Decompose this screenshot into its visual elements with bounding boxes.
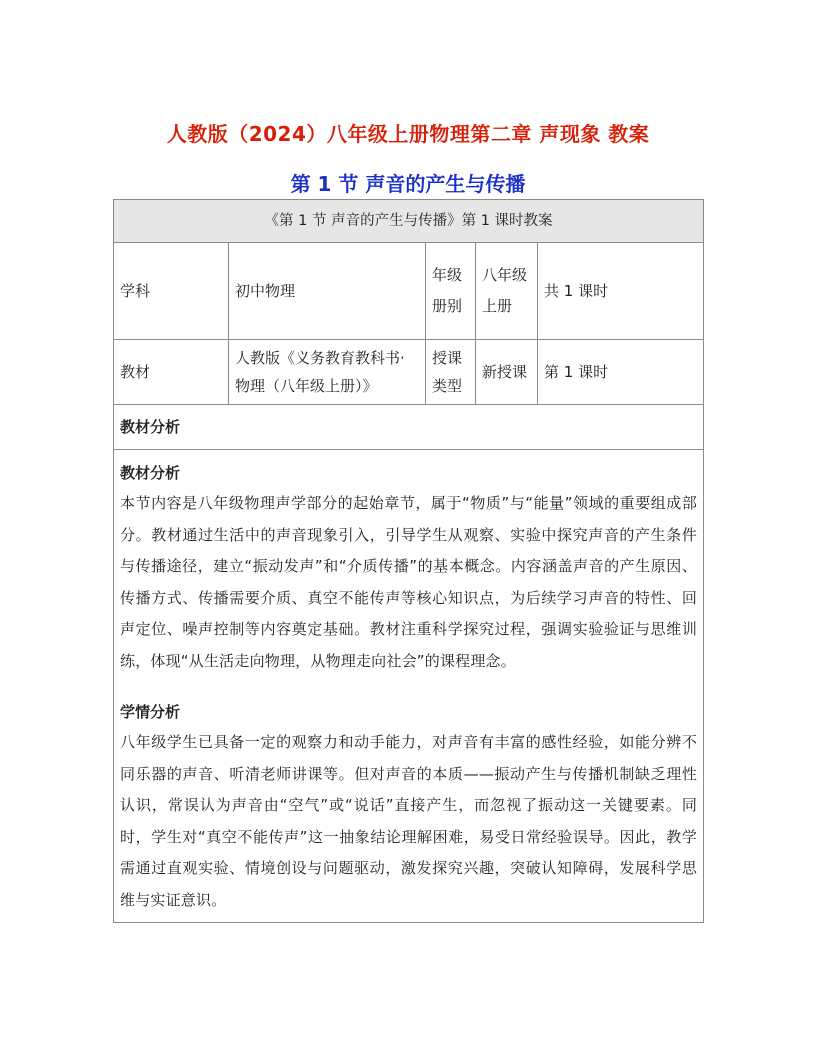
table-header-cell: 《第 1 节 声音的产生与传播》第 1 课时教案 <box>114 200 704 243</box>
section-title: 第 1 节 声音的产生与传播 <box>290 172 526 196</box>
total-hours: 共 1 课时 <box>538 243 704 340</box>
student-analysis-text: 八年级学生已具备一定的观察力和动手能力，对声音有丰富的感性经验，如能分辨不同乐器的声音、听清老师讲课等。但对声音的本质——振动产生与传播机制缺乏理性认识，常误认为声音由“空气”或“说话”直接产生，而忽视了振动这一关键要素。同时，学生对“真空不能传声”这一抽象结论理解困难，易受日常经验误导。因此，教学需通过直观实验、情境创设与问题驱动，激发探究兴趣，突破认知障碍，发展科学思维与实证意识。 <box>120 733 698 909</box>
textbook-analysis-text: 本节内容是八年级物理声学部分的起始章节，属于“物质”与“能量”领域的重要组成部分。教材通过生活中的声音现象引入，引导学生从观察、实验中探究声音的产生条件与传播途径，建立“振动发声”和“介质传播”的基本概念。内容涵盖声音的产生原因、传播方式、传播需要介质、真空不能传声等核心知识点，为后续学习声音的特性、回声定位、噪声控制等内容奠定基础。教材注重科学探究过程，强调实验验证与思维训练，体现“从生活走向物理，从物理走向社会”的课程理念。 <box>120 494 698 670</box>
lesson-type-value: 新授课 <box>476 340 538 405</box>
textbook-analysis-heading: 教材分析 <box>120 464 181 482</box>
analysis-content-row <box>114 450 704 923</box>
grade-label: 年级册别 <box>426 243 476 340</box>
lesson-plan-table <box>113 199 704 923</box>
subject-value: 初中物理 <box>229 243 426 340</box>
material-label: 教材 <box>114 340 229 405</box>
table-header-row <box>114 200 704 243</box>
material-value: 人教版《义务教育教科书·物理（八年级上册）》 <box>229 340 426 405</box>
material-row <box>114 340 704 405</box>
analysis-content-cell <box>114 450 704 923</box>
document-main-title: 人教版（2024）八年级上册物理第二章 声现象 教案 <box>166 122 650 146</box>
subject-label: 学科 <box>114 243 229 340</box>
analysis-header-row <box>114 405 704 450</box>
grade-value: 八年级上册 <box>476 243 538 340</box>
lesson-period: 第 1 课时 <box>538 340 704 405</box>
lesson-type-label: 授课类型 <box>426 340 476 405</box>
analysis-header-cell: 教材分析 <box>114 405 704 450</box>
subject-row <box>114 243 704 340</box>
paragraph-gap <box>120 677 697 697</box>
student-analysis-heading: 学情分析 <box>120 703 181 721</box>
